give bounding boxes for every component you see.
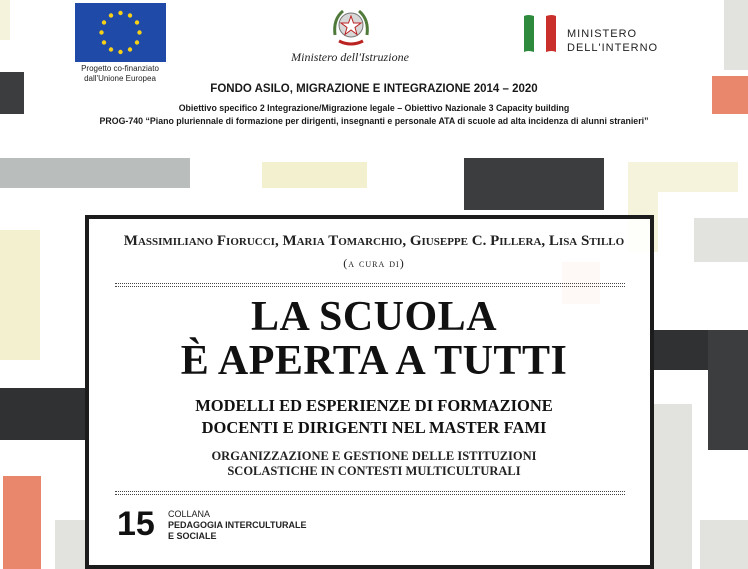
curated-by: (a cura di) xyxy=(343,256,405,270)
subtitle-line4: SCOLASTICHE IN CONTESTI MULTICULTURALI xyxy=(227,464,521,478)
series-number: 15 xyxy=(117,505,155,543)
program-line: PROG-740 “Piano pluriennale di formazione per dirigenti, insegnanti e personale ATA di scuole ad alta incidenza di alunni stranieri” xyxy=(99,116,649,126)
series-label: COLLANA xyxy=(168,509,211,519)
brush-stroke xyxy=(55,520,85,569)
eu-stars-icon xyxy=(75,3,166,62)
dotted-divider xyxy=(115,491,625,495)
brush-stroke xyxy=(0,0,10,40)
brush-stroke xyxy=(262,162,367,188)
dotted-divider xyxy=(115,283,625,287)
brush-stroke xyxy=(464,158,604,210)
series-name: PEDAGOGIA INTERCULTURALE E SOCIALE xyxy=(168,520,307,541)
objective-line: Obiettivo specifico 2 Integrazione/Migrazione legale – Obiettivo Nazionale 3 Capacity building xyxy=(178,103,570,113)
ministry-education-logotype: Ministero dell'Istruzione xyxy=(291,50,409,64)
ministry-interior-logotype: MINISTERO DELL'INTERNO xyxy=(567,28,659,54)
book-title-line1: LA SCUOLA xyxy=(250,294,498,340)
authors: Massimiliano Fiorucci, Maria Tomarchio, Giuseppe C. Pillera, Lisa Stillo xyxy=(123,233,625,249)
italian-emblem-icon xyxy=(331,5,371,49)
subtitle-line2: DOCENTI E DIRIGENTI NEL MASTER FAMI xyxy=(201,418,547,437)
brush-stroke xyxy=(3,476,41,569)
subtitle-line3: ORGANIZZAZIONE E GESTIONE DELLE ISTITUZIONI xyxy=(211,449,537,463)
fund-title: FONDO ASILO, MIGRAZIONE E INTEGRAZIONE 2014 – 2020 xyxy=(210,83,538,95)
brush-stroke xyxy=(724,0,748,70)
italian-flag-logo xyxy=(522,12,558,54)
eu-caption: Progetto co-finanziato dall'Unione Europea xyxy=(81,64,159,83)
brush-stroke xyxy=(0,158,190,188)
eu-flag-logo xyxy=(75,3,166,62)
brush-stroke xyxy=(628,162,738,192)
brush-stroke xyxy=(700,520,748,569)
book-title-line2: È APERTA A TUTTI xyxy=(180,338,568,384)
subtitle-line1: MODELLI ED ESPERIENZE DI FORMAZIONE xyxy=(195,396,553,415)
